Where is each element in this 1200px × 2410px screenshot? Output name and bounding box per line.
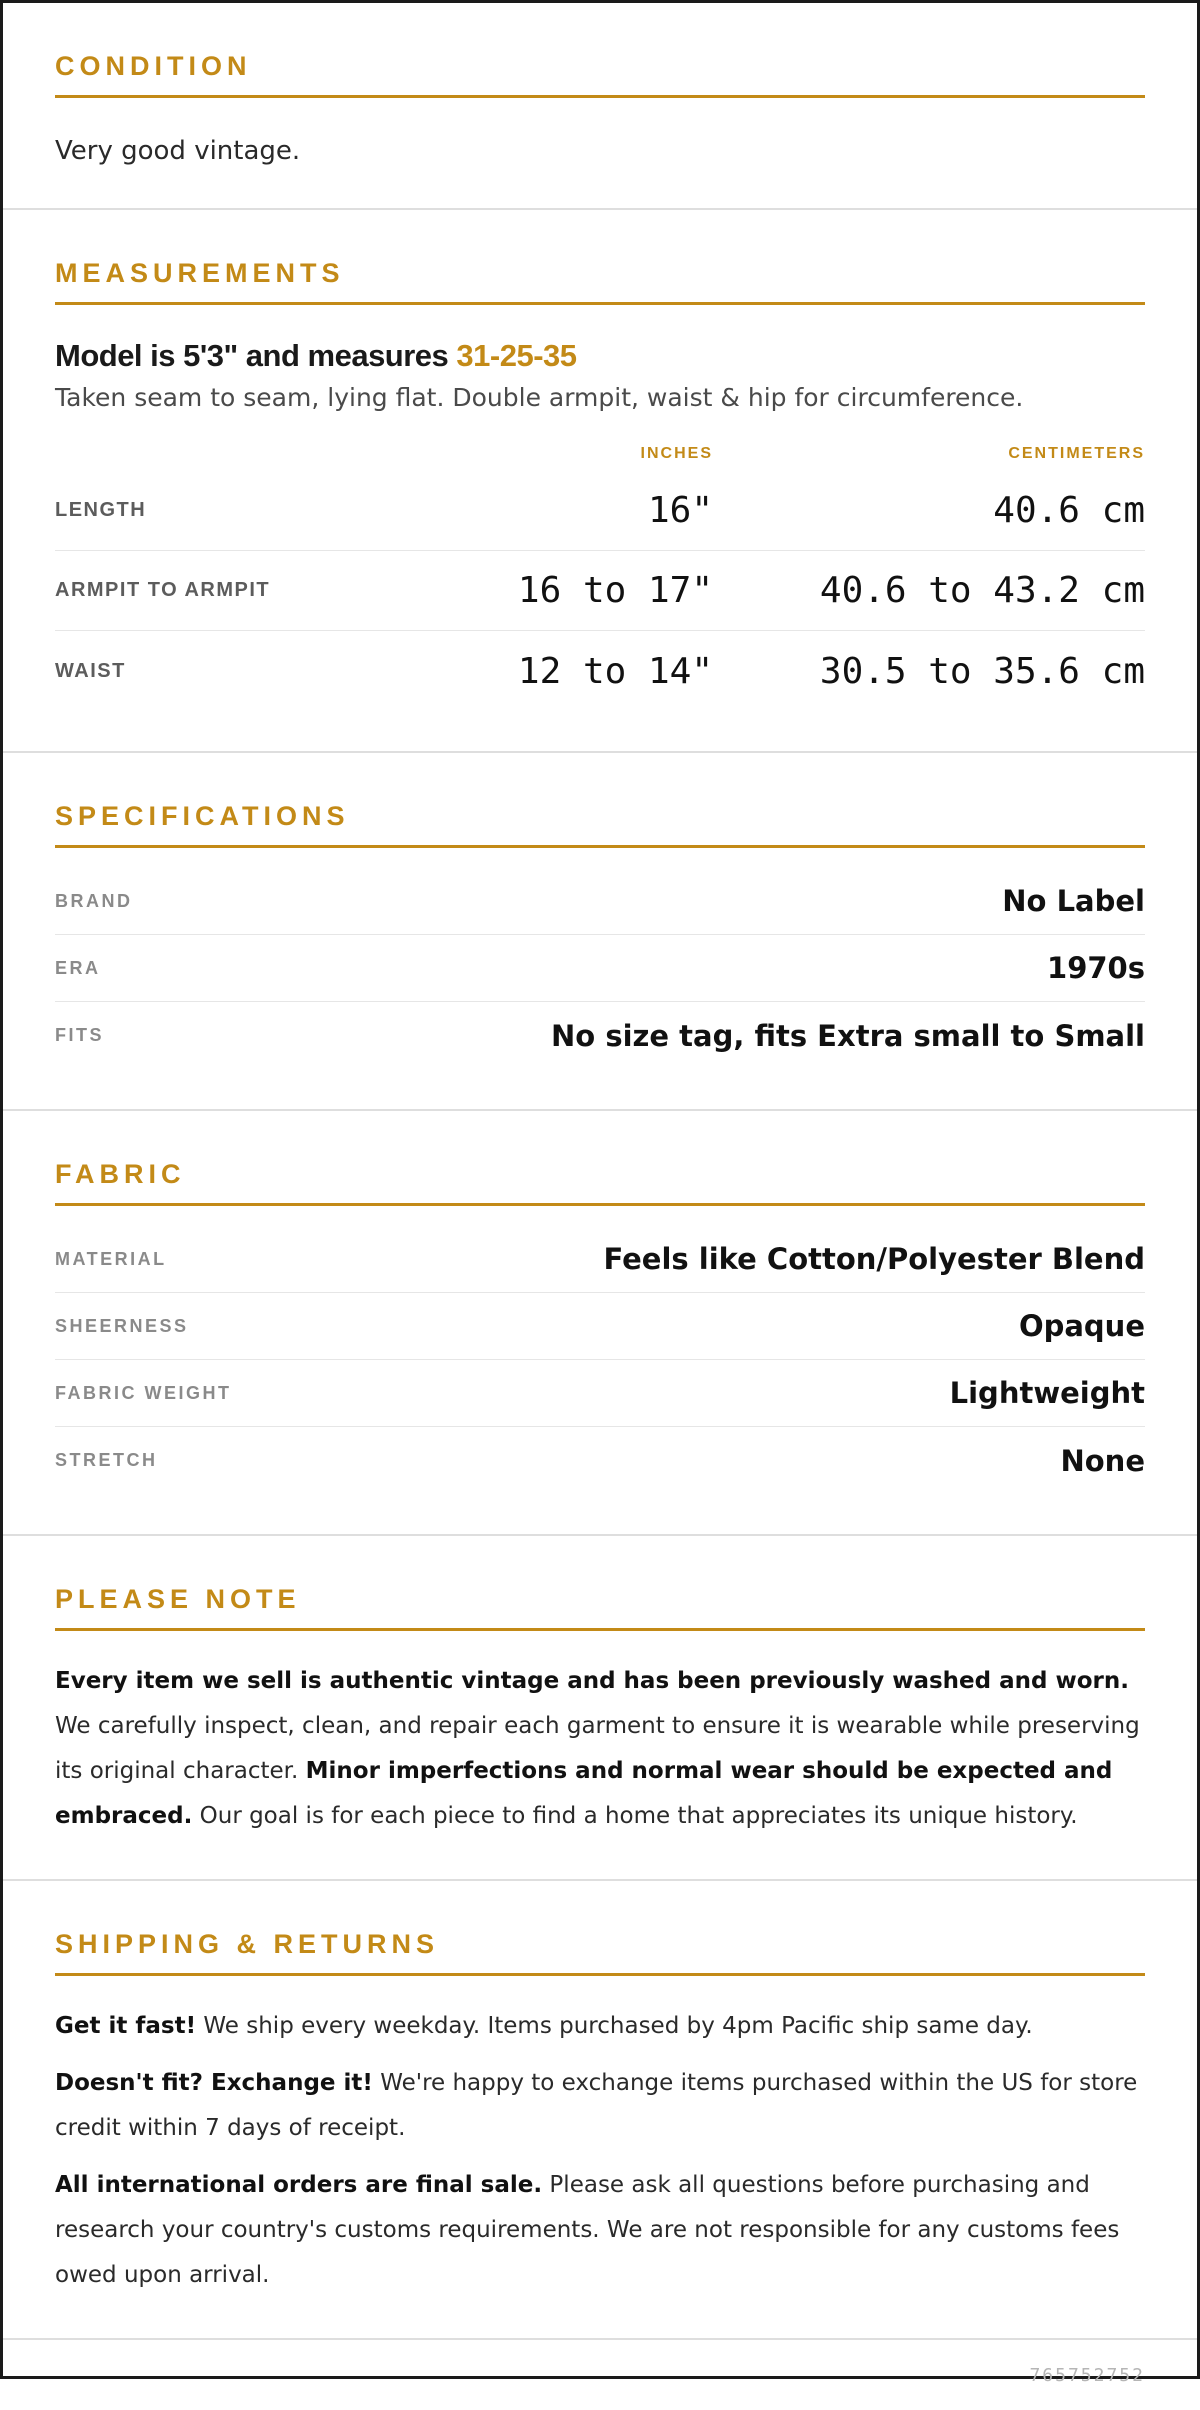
measurement-inches: 16" xyxy=(647,490,713,531)
measurement-cm: 40.6 to 43.2 cm xyxy=(819,570,1145,611)
sku-number: 765752752 xyxy=(1029,2364,1145,2386)
shipping-text: We ship every weekday. Items purchased by 4pm Pacific ship same day. xyxy=(196,2013,1033,2039)
spec-label: MATERIAL xyxy=(55,1248,167,1269)
spec-value: No Label xyxy=(1002,884,1145,918)
specifications-section xyxy=(3,753,1197,1111)
footer xyxy=(3,2340,1197,2410)
model-prefix: Model is 5'3" and measures xyxy=(55,338,457,373)
measurement-row-waist xyxy=(55,631,1145,711)
specifications-title: SPECIFICATIONS xyxy=(55,799,1145,848)
shipping-text: We're happy to exchange items purchased within the US for store credit within 7 days of receipt. xyxy=(55,2070,1138,2141)
measurement-cm: 30.5 to 35.6 cm xyxy=(819,650,1145,692)
specifications-list xyxy=(55,868,1145,1069)
fabric-row-sheerness xyxy=(55,1293,1145,1360)
condition-title: CONDITION xyxy=(55,49,1145,98)
note-bold-1: Every item we sell is authentic vintage and has been previously washed and worn. xyxy=(55,1668,1129,1694)
model-measures-line xyxy=(55,337,1145,375)
shipping-bold: Get it fast! xyxy=(55,2013,197,2039)
spec-row-brand xyxy=(55,868,1145,935)
fabric-section xyxy=(3,1111,1197,1536)
condition-section xyxy=(3,3,1197,210)
measurement-label: LENGTH xyxy=(55,499,147,521)
fabric-row-weight xyxy=(55,1360,1145,1427)
measurement-inches: 16 to 17" xyxy=(517,570,713,611)
model-measures: 31-25-35 xyxy=(456,338,577,373)
fabric-list xyxy=(55,1226,1145,1494)
shipping-bold: Doesn't fit? Exchange it! xyxy=(55,2070,373,2096)
fabric-row-material xyxy=(55,1226,1145,1293)
shipping-paragraph-fast xyxy=(55,2004,1145,2049)
measurements-table-header xyxy=(55,437,1145,471)
spec-label: BRAND xyxy=(55,890,133,911)
shipping-bold: All international orders are final sale. xyxy=(55,2172,543,2198)
measurements-subtitle: Taken seam to seam, lying flat. Double armpit, waist & hip for circumference. xyxy=(55,383,1024,412)
note-bold-2: Minor imperfections and normal wear should be expected and embraced. xyxy=(55,1758,1113,1829)
please-note-text xyxy=(55,1659,1145,1839)
spec-value: No size tag, fits Extra small to Small xyxy=(551,1018,1145,1053)
inches-column-header: INCHES xyxy=(640,445,713,462)
spec-label: FABRIC WEIGHT xyxy=(55,1382,232,1403)
please-note-title: PLEASE NOTE xyxy=(55,1582,1145,1631)
measurement-label: WAIST xyxy=(55,659,126,682)
shipping-paragraph-exchange xyxy=(55,2061,1145,2151)
measurement-cm: 40.6 cm xyxy=(993,490,1145,531)
note-text-1: We carefully inspect, clean, and repair each garment to ensure it is wearable while preserving its original character. xyxy=(55,1713,1140,1784)
measurement-row-length xyxy=(55,471,1145,551)
measurement-row-armpit xyxy=(55,551,1145,631)
measurements-section xyxy=(3,210,1197,753)
shipping-paragraph-international xyxy=(55,2163,1145,2298)
spec-value: Lightweight xyxy=(949,1376,1145,1410)
spec-label: ERA xyxy=(55,957,101,978)
measurements-table xyxy=(55,437,1145,711)
fabric-title: FABRIC xyxy=(55,1157,1145,1206)
note-text-2: Our goal is for each piece to find a home that appreciates its unique history. xyxy=(192,1803,1078,1829)
fabric-row-stretch xyxy=(55,1427,1145,1494)
spec-row-era xyxy=(55,935,1145,1002)
shipping-section xyxy=(3,1881,1197,2340)
spec-value: None xyxy=(1060,1443,1145,1478)
measurements-title: MEASUREMENTS xyxy=(55,256,1145,305)
spec-value: Feels like Cotton/Polyester Blend xyxy=(603,1242,1145,1276)
spec-label: STRETCH xyxy=(55,1450,158,1470)
measurement-inches: 12 to 14" xyxy=(517,650,713,692)
spec-label: FITS xyxy=(55,1025,104,1045)
measurement-label: ARMPIT TO ARMPIT xyxy=(55,579,271,601)
condition-text: Very good vintage. xyxy=(55,136,301,166)
spec-label: SHEERNESS xyxy=(55,1315,189,1336)
shipping-title: SHIPPING & RETURNS xyxy=(55,1927,1145,1976)
shipping-text: Please ask all questions before purchasing and research your country's customs requirements. We are not responsible for any customs fees owed upon arrival. xyxy=(55,2172,1120,2288)
centimeters-column-header: CENTIMETERS xyxy=(1008,445,1145,462)
spec-value: 1970s xyxy=(1047,951,1145,985)
please-note-section xyxy=(3,1536,1197,1881)
spec-value: Opaque xyxy=(1018,1309,1145,1343)
spec-row-fits xyxy=(55,1002,1145,1069)
